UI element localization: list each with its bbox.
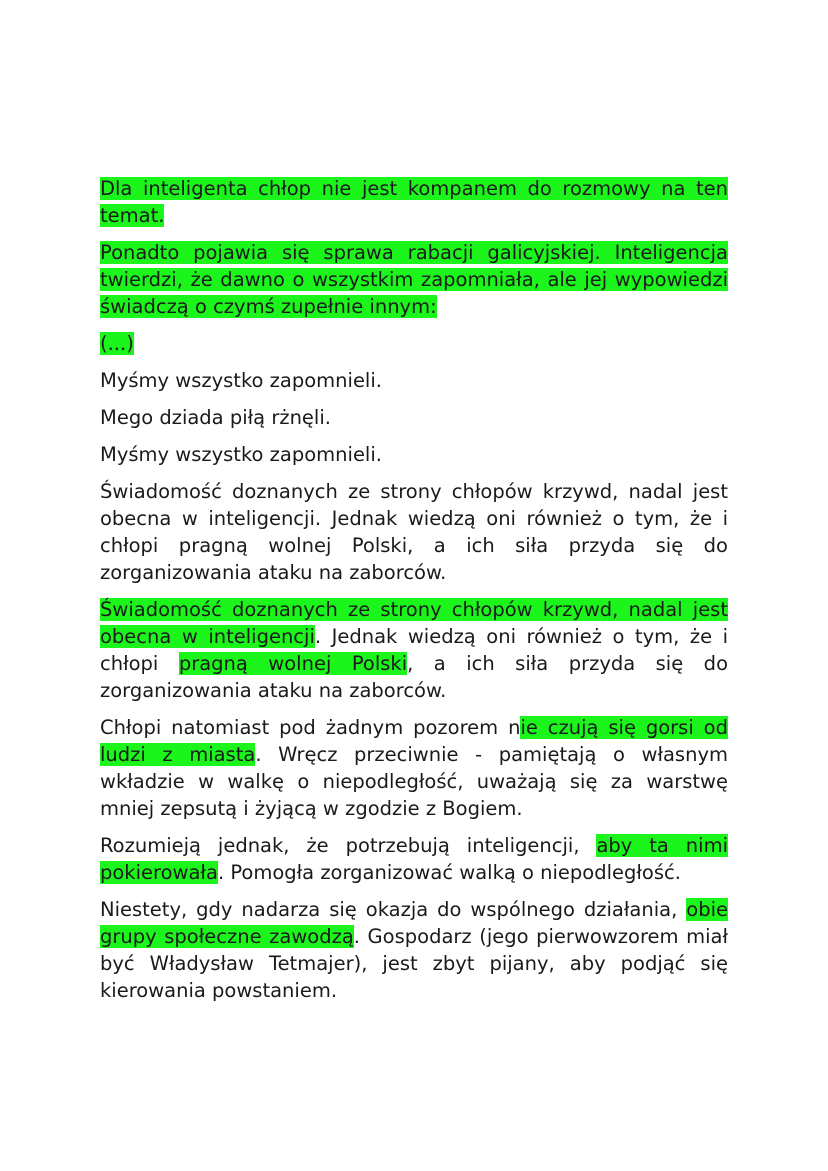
paragraph-10 <box>100 832 728 886</box>
highlighted-text: aby ta nimi pokierowała <box>100 834 728 884</box>
document-page <box>100 175 728 1014</box>
body-text: . Jednak wiedzą oni również o tym, że i chłopi <box>100 625 728 675</box>
poem-line-1 <box>100 367 728 394</box>
highlighted-text: (...) <box>100 332 134 355</box>
poem-line-2 <box>100 404 728 431</box>
paragraph-1 <box>100 175 728 229</box>
highlighted-text: Ponadto pojawia się sprawa rabacji galicyjskiej. Inteligencja twierdzi, że dawno o wszystkim zapomniała, ale jej wypowiedzi świadczą o czymś zupełnie innym: <box>100 241 728 318</box>
body-text: Niestety, gdy nadarza się okazja do wspólnego działania, <box>100 898 687 921</box>
body-text: . Wręcz przeciwnie - pamiętają o własnym wkładzie w walkę o niepodległość, uważają się za warstwę mniej zepsutą i żyjącą w zgodzie z Bogiem. <box>100 743 728 820</box>
body-text: , a ich siła przyda się do zorganizowania ataku na zaborców. <box>100 652 728 702</box>
poem-line-3 <box>100 441 728 468</box>
body-text: Rozumieją jednak, że potrzebują inteligencji, <box>100 834 597 857</box>
highlighted-text: pragną wolnej Polski <box>178 652 408 675</box>
paragraph-8 <box>100 596 728 704</box>
highlighted-text: ie czują się gorsi od ludzi z miasta <box>100 716 728 766</box>
highlighted-text: Świadomość doznanych ze strony chłopów krzywd, nadal jest obecna w inteligencji <box>100 598 728 648</box>
body-text: . Pomogła zorganizować walką o niepodległość. <box>217 861 681 884</box>
paragraph-7 <box>100 478 728 586</box>
paragraph-9 <box>100 714 728 822</box>
body-text: Chłopi natomiast pod żadnym pozorem n <box>100 716 521 739</box>
body-text: Mego dziada piłą rżnęli. <box>100 406 331 429</box>
highlighted-text: obie grupy społeczne zawodzą <box>100 898 728 948</box>
highlighted-text: Dla inteligenta chłop nie jest kompanem do rozmowy na ten temat. <box>100 177 728 227</box>
body-text: Myśmy wszystko zapomnieli. <box>100 369 382 392</box>
paragraph-2 <box>100 239 728 320</box>
paragraph-11 <box>100 896 728 1004</box>
paragraph-3 <box>100 330 728 357</box>
body-text: Myśmy wszystko zapomnieli. <box>100 443 382 466</box>
body-text: Świadomość doznanych ze strony chłopów krzywd, nadal jest obecna w inteligencji. Jednak wiedzą oni również o tym, że i chłopi pragną wolnej Polski, a ich siła przyda się do zorganizowania ataku na zaborców. <box>100 480 728 584</box>
body-text: . Gospodarz (jego pierwowzorem miał być Władysław Tetmajer), jest zbyt pijany, aby podjąć się kierowania powstaniem. <box>100 925 729 1002</box>
